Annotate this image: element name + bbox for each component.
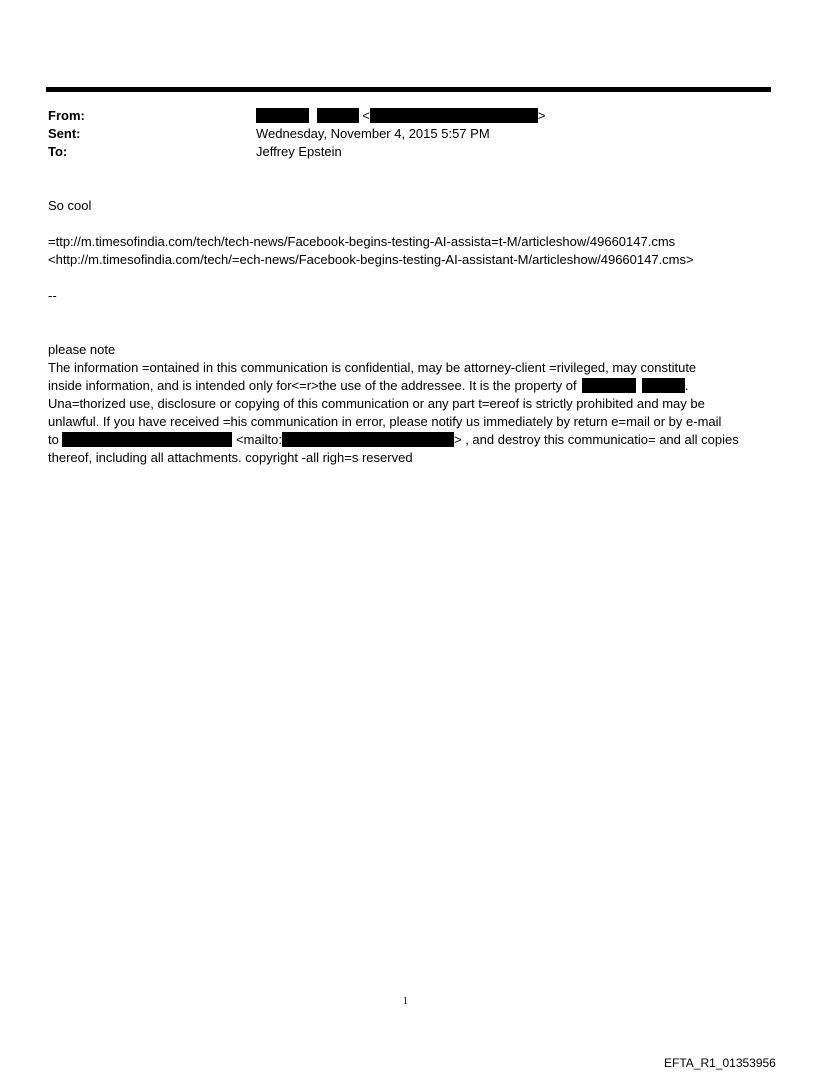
signature-separator: -- — [48, 288, 57, 303]
note-line-text: inside information, and is intended only for<=r>the use of the addressee. It is the property of — [48, 378, 577, 393]
note-line — [48, 377, 689, 395]
note-title: please note — [48, 342, 116, 357]
note-line-text: <mailto: — [236, 432, 282, 447]
redaction-block — [282, 432, 454, 447]
note-line: unlawful. If you have received =his communication in error, please notify us immediately by return e=mail or by e-mail — [48, 414, 722, 429]
from-value — [256, 108, 545, 124]
note-line — [48, 431, 739, 449]
redaction-block — [582, 378, 636, 393]
note-line-text: . — [684, 378, 689, 393]
from-lt: < — [362, 108, 370, 123]
note-line: Una=thorized use, disclosure or copying of this communication or any part t=ereof is strictly prohibited and may be — [48, 396, 705, 411]
from-gt: > — [537, 108, 546, 123]
to-value: Jeffrey Epstein — [256, 144, 342, 159]
note-line-text: > , and destroy this communicatio= and all copies — [453, 432, 739, 447]
header-rule — [46, 87, 771, 92]
note-line: The information =ontained in this communication is confidential, may be attorney-client =rivileged, may constitute — [48, 360, 697, 375]
body-url: <http://m.timesofindia.com/tech/=ech-news/Facebook-begins-testing-AI-assistant-M/articleshow/49660147.cms> — [48, 252, 694, 267]
from-label: From: — [48, 108, 85, 123]
redaction-block — [62, 432, 232, 447]
body-url: =ttp://m.timesofindia.com/tech/tech-news/Facebook-begins-testing-AI-assista=t-M/articleshow/49660147.cms — [48, 234, 676, 249]
note-line-text: to — [48, 432, 59, 447]
sent-value: Wednesday, November 4, 2015 5:57 PM — [256, 126, 490, 141]
sent-label: Sent: — [48, 126, 81, 141]
body-line: So cool — [48, 198, 92, 213]
redaction-block — [642, 378, 685, 393]
redaction-block — [317, 108, 359, 123]
page-number: 1 — [403, 996, 408, 1007]
redaction-block — [370, 108, 538, 123]
note-line: thereof, including all attachments. copyright -all righ=s reserved — [48, 450, 413, 465]
bates-number: EFTA_R1_01353956 — [664, 1056, 776, 1070]
redaction-block — [256, 108, 309, 123]
to-label: To: — [48, 144, 68, 159]
